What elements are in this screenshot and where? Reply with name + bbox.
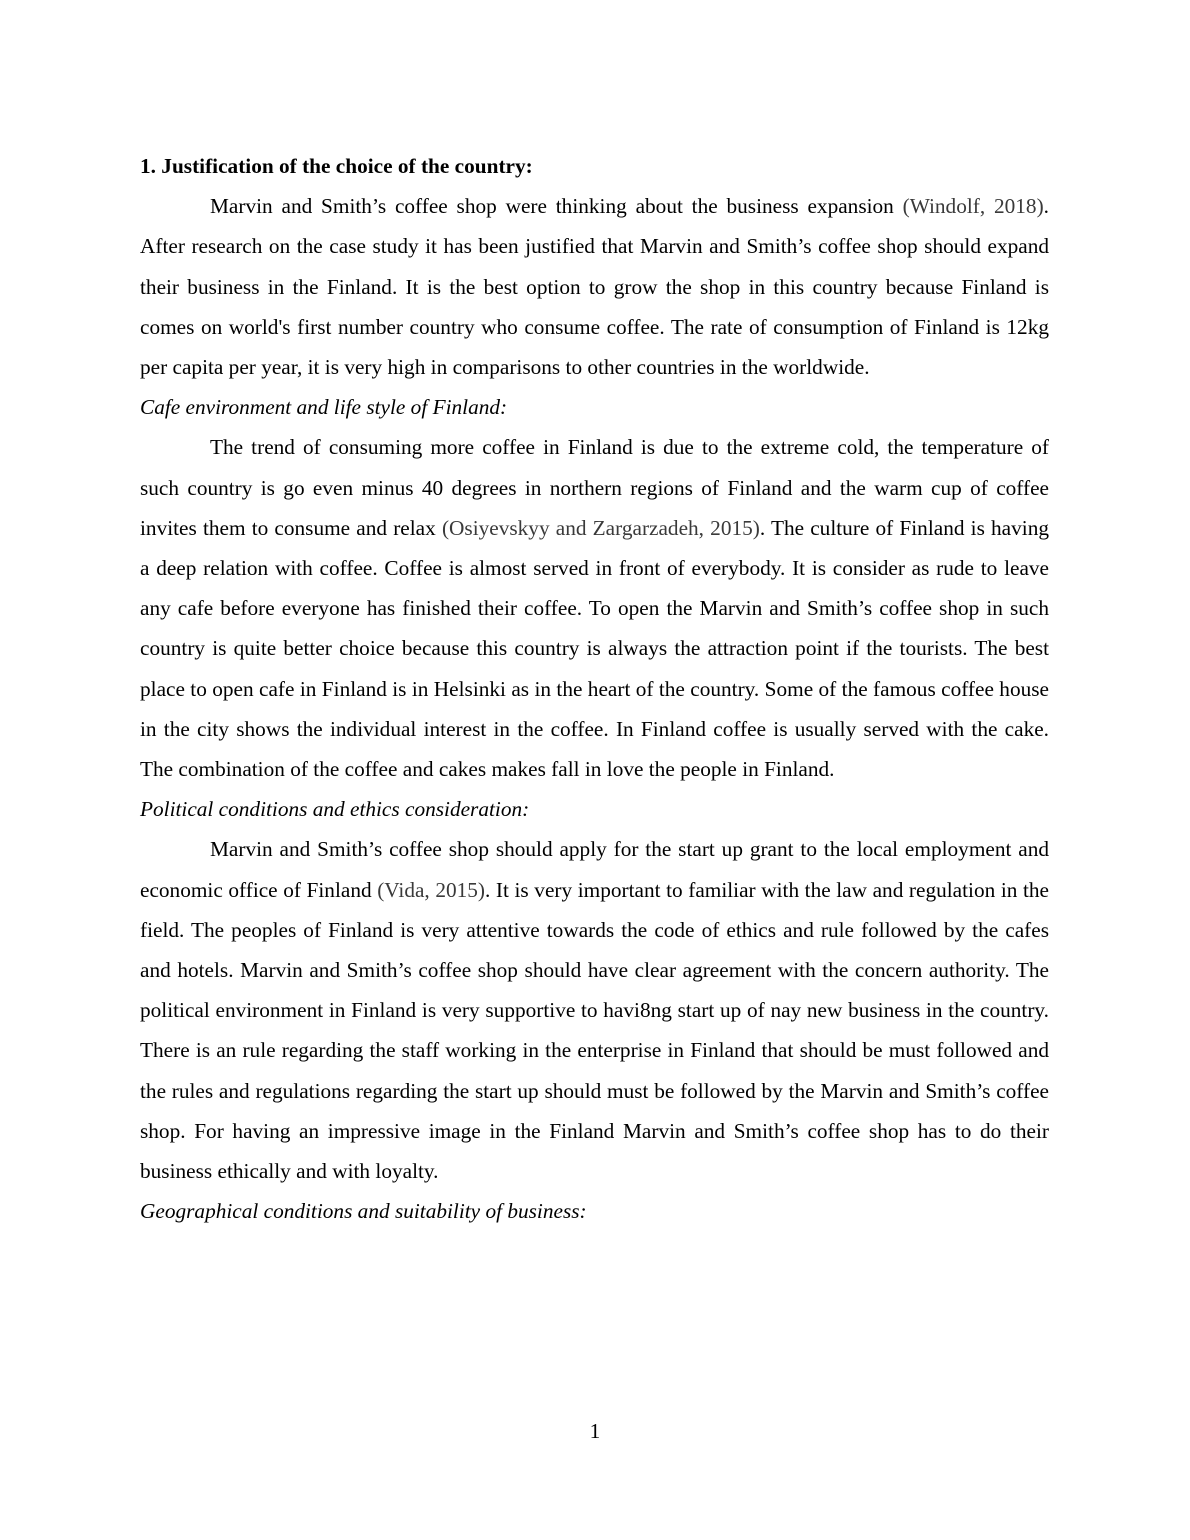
citation: (Osiyevskyy and Zargarzadeh, 2015)	[441, 515, 760, 540]
paragraph-text: . The culture of Finland is having a deep relation with coffee. Coffee is almost served in front of everybody. It is consider as rude to leave any cafe before everyone has finished their coffee. To open the Marvin and Smith’s coffee shop in such country is quite better choice because this country is always the attraction point if the tourists. The best place to open cafe in Finland is in Helsinki as in the heart of the country. Some of the famous coffee house in the city shows the individual interest in the coffee. In Finland coffee is usually served with the cake. The combination of the coffee and cakes makes fall in love the people in Finland.	[140, 515, 1049, 782]
page-number: 1	[589, 1419, 601, 1443]
paragraph-cafe-environment	[140, 427, 1049, 789]
subheading-political-conditions: Political conditions and ethics consideration:	[140, 797, 530, 822]
section-heading: 1. Justification of the choice of the country:	[140, 154, 533, 178]
paragraph-text: Marvin and Smith’s coffee shop were thinking about the business expansion	[210, 194, 903, 219]
paragraph-text: Marvin and Smith’s coffee shop should apply for the start up grant to the local employment and economic office of Finland	[140, 837, 1049, 902]
paragraph-political-conditions	[140, 829, 1049, 1191]
citation: (Vida, 2015)	[377, 877, 486, 902]
paragraph-text: The trend of consuming more coffee in Finland is due to the extreme cold, the temperature of such country is go even minus 40 degrees in northern regions of Finland and the warm cup of coffee invites them to consume and relax	[140, 435, 1049, 540]
paragraph-text: . It is very important to familiar with the law and regulation in the field. The peoples of Finland is very attentive towards the code of ethics and rule followed by the cafes and hotels. Marvin and Smith’s coffee shop should have clear agreement with the concern authority. The political environment in Finland is very supportive to havi8ng start up of nay new business in the country. There is an rule regarding the staff working in the enterprise in Finland that should be must followed and the rules and regulations regarding the start up should must be followed by the Marvin and Smith’s coffee shop. For having an impressive image in the Finland Marvin and Smith’s coffee shop has to do their business ethically and with loyalty.	[140, 877, 1050, 1184]
subheading-cafe-environment: Cafe environment and life style of Finland:	[140, 395, 508, 420]
document-body	[140, 146, 1049, 1231]
subheading-geographical-conditions: Geographical conditions and suitability of business:	[140, 1199, 587, 1224]
paragraph-text: . After research on the case study it has been justified that Marvin and Smith’s coffee shop should expand their business in the Finland. It is the best option to grow the shop in this country because Finland is comes on world's first number country who consume coffee. The rate of consumption of Finland is 12kg per capita per year, it is very high in comparisons to other countries in the worldwide.	[140, 194, 1049, 379]
citation: (Windolf, 2018)	[902, 194, 1044, 219]
paragraph-country-choice	[140, 186, 1049, 387]
